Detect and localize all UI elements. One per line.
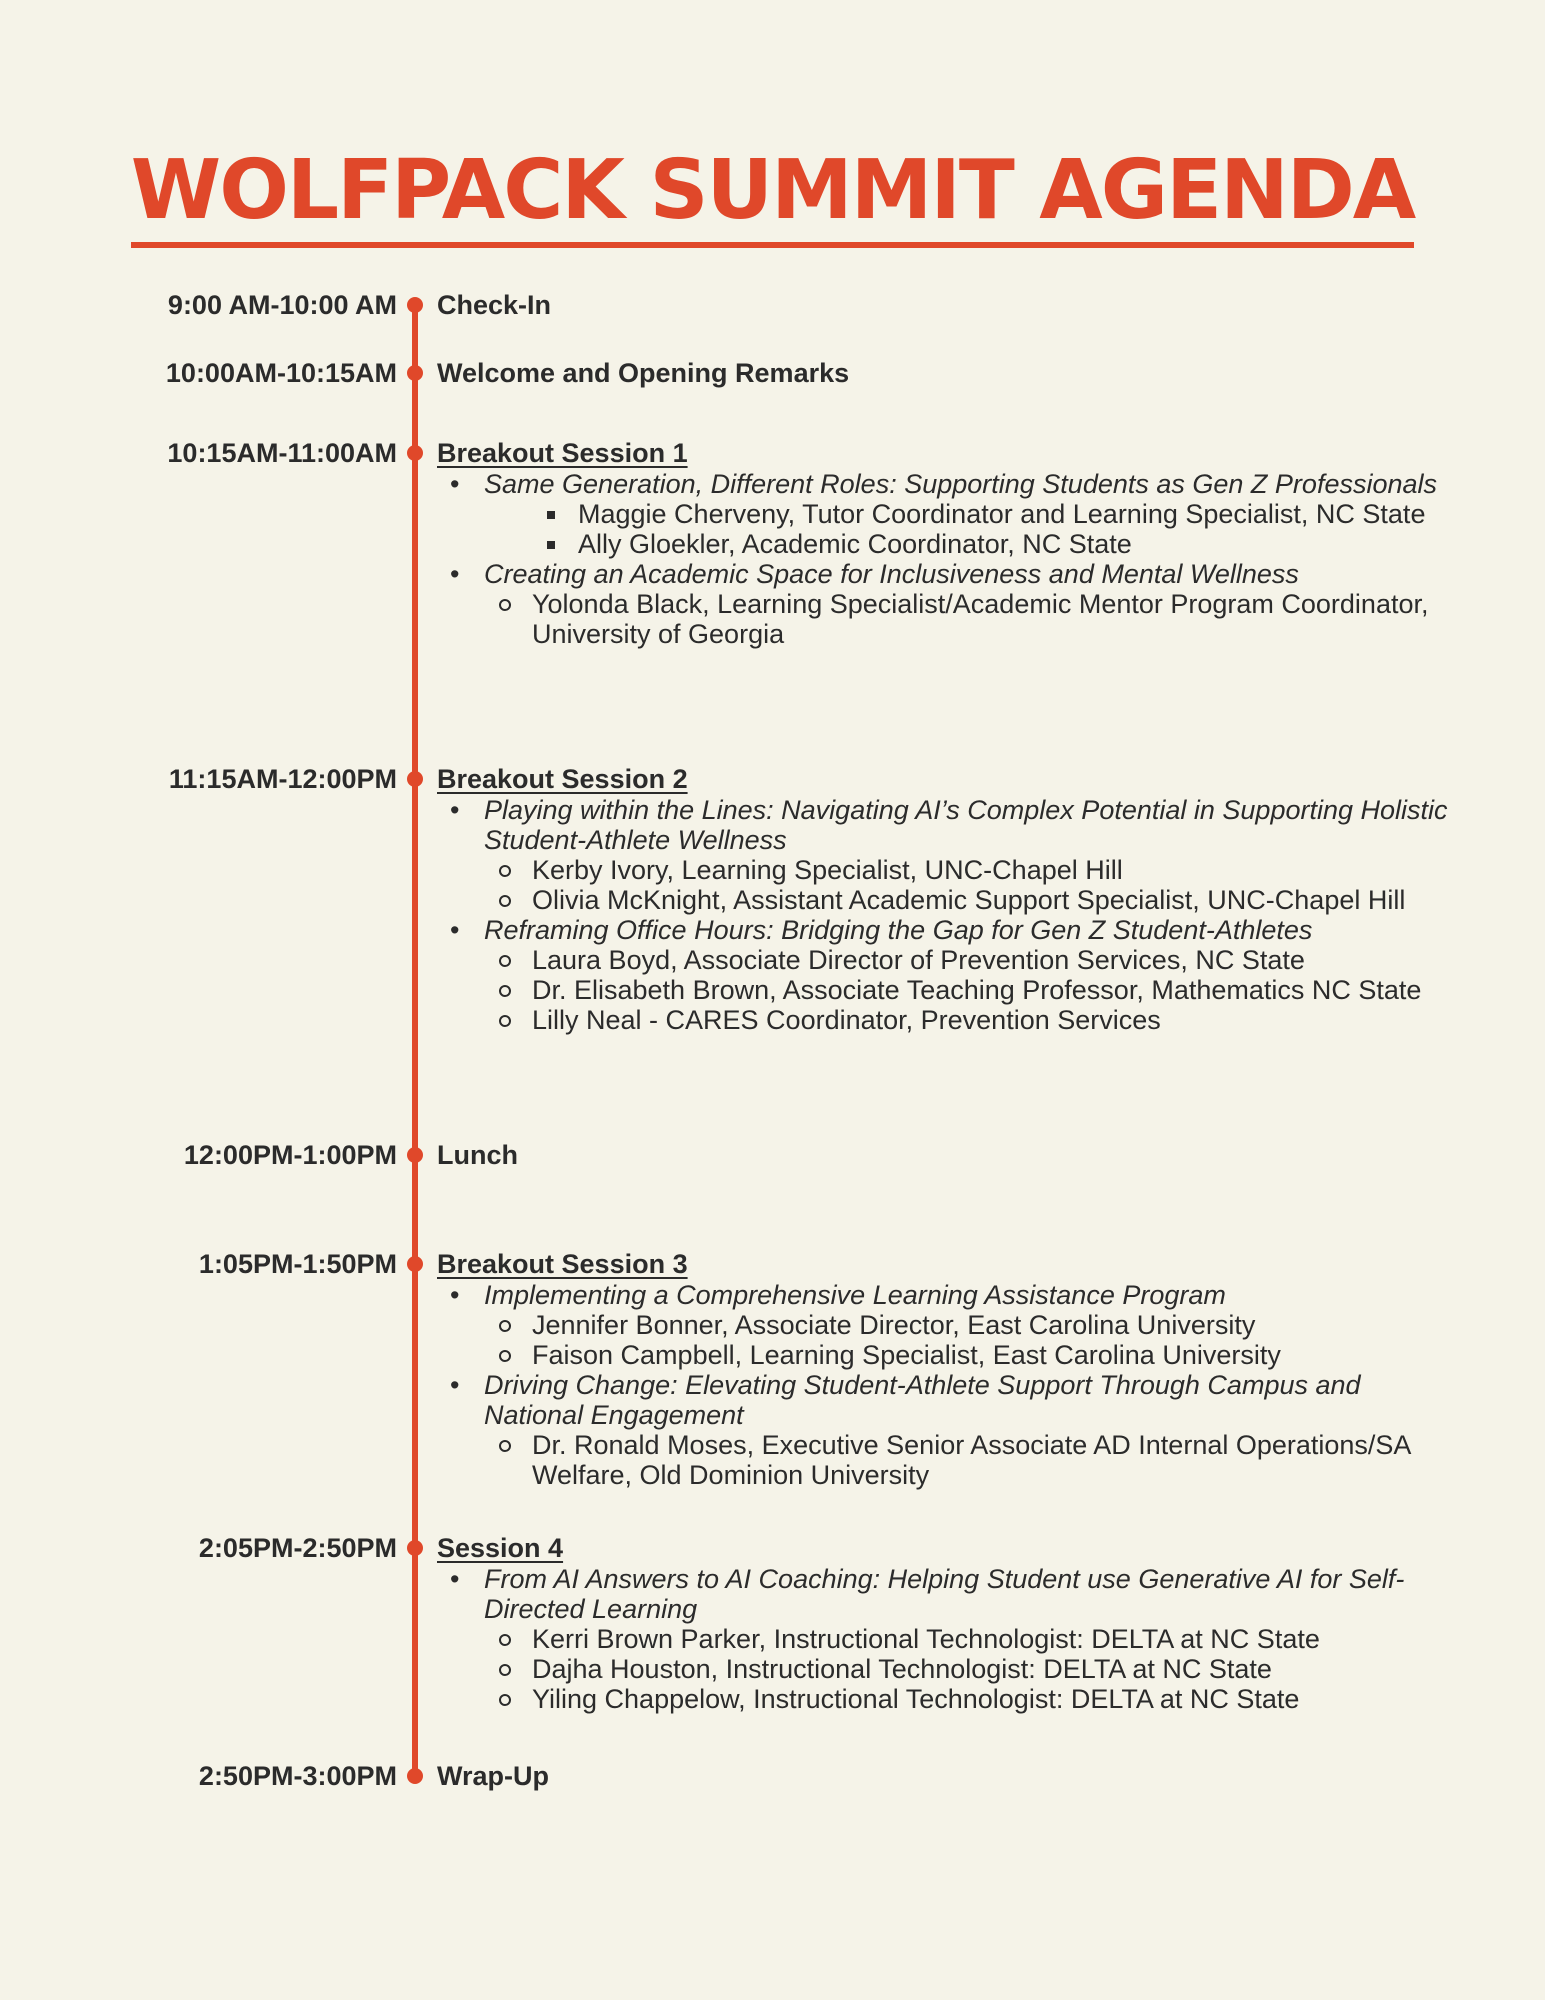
timeline-dot: [407, 1540, 423, 1556]
page-title: WOLFPACK SUMMIT AGENDA: [0, 150, 1545, 232]
agenda-content: [437, 437, 1457, 649]
agenda-time: 10:15AM-11:00AM: [167, 438, 397, 468]
speaker-item: Dr. Elisabeth Brown, Associate Teaching Professor, Mathematics NC State: [437, 975, 1457, 1005]
timeline-dot: [407, 1147, 423, 1163]
agenda-title: Welcome and Opening Remarks: [437, 358, 850, 388]
speaker-item: Olivia McKnight, Assistant Academic Support Specialist, UNC-Chapel Hill: [437, 885, 1457, 915]
session-title: Session 4: [437, 1533, 564, 1563]
agenda-time: 9:00 AM-10:00 AM: [167, 290, 397, 320]
talk-title: • Reframing Office Hours: Bridging the Gap for Gen Z Student-Athletes: [437, 915, 1457, 945]
session-title: Breakout Session 2: [437, 764, 688, 794]
session-title: Breakout Session 1: [437, 438, 688, 468]
agenda-content: [437, 1532, 1457, 1714]
talk-title: • Implementing a Comprehensive Learning Assistance Program: [437, 1280, 1457, 1310]
speaker-item: Faison Campbell, Learning Specialist, East Carolina University: [437, 1340, 1457, 1370]
speaker-item: Laura Boyd, Associate Director of Prevention Services, NC State: [437, 945, 1457, 975]
talk-title: • From AI Answers to AI Coaching: Helping Student use Generative AI for Self-Directed Learning: [437, 1564, 1457, 1624]
agenda-time: 10:00AM-10:15AM: [165, 358, 397, 388]
agenda-content: [437, 763, 1457, 1035]
talk-title: • Driving Change: Elevating Student-Athlete Support Through Campus and National Engagement: [437, 1370, 1457, 1430]
agenda-content: [437, 1248, 1457, 1490]
speaker-item: Dr. Ronald Moses, Executive Senior Associate AD Internal Operations/SA Welfare, Old Dominion University: [437, 1430, 1457, 1490]
speaker-item: Maggie Cherveny, Tutor Coordinator and Learning Specialist, NC State: [437, 499, 1457, 529]
speaker-item: Kerri Brown Parker, Instructional Technologist: DELTA at NC State: [437, 1624, 1457, 1654]
agenda-time: 2:05PM-2:50PM: [198, 1533, 397, 1563]
speaker-item: Kerby Ivory, Learning Specialist, UNC-Chapel Hill: [437, 855, 1457, 885]
agenda-title: Check-In: [437, 290, 552, 320]
talk-title: • Creating an Academic Space for Inclusiveness and Mental Wellness: [437, 559, 1457, 589]
agenda-time: 1:05PM-1:50PM: [198, 1249, 397, 1279]
agenda-content: [437, 1139, 1457, 1171]
timeline-dot: [407, 297, 423, 313]
talk-title: • Same Generation, Different Roles: Supporting Students as Gen Z Professionals: [437, 469, 1457, 499]
agenda-title: Lunch: [437, 1140, 518, 1170]
speaker-item: Jennifer Bonner, Associate Director, East Carolina University: [437, 1310, 1457, 1340]
speaker-item: Dajha Houston, Instructional Technologist: DELTA at NC State: [437, 1654, 1457, 1684]
agenda-content: [437, 1760, 1457, 1792]
speaker-item: Ally Gloekler, Academic Coordinator, NC State: [437, 529, 1457, 559]
timeline-line: [412, 300, 418, 1778]
agenda-time: 11:15AM-12:00PM: [168, 764, 397, 794]
agenda-time: 12:00PM-1:00PM: [183, 1140, 397, 1170]
speaker-item: Lilly Neal - CARES Coordinator, Prevention Services: [437, 1005, 1457, 1035]
timeline-dot: [407, 771, 423, 787]
timeline-dot: [407, 365, 423, 381]
agenda-title: Wrap-Up: [437, 1761, 549, 1791]
agenda-content: [437, 289, 1457, 321]
timeline-dot: [407, 445, 423, 461]
timeline-dot: [407, 1768, 423, 1784]
speaker-item: Yiling Chappelow, Instructional Technologist: DELTA at NC State: [437, 1684, 1457, 1714]
agenda-content: [437, 357, 1457, 389]
session-title: Breakout Session 3: [437, 1249, 688, 1279]
timeline-dot: [407, 1256, 423, 1272]
agenda-time: 2:50PM-3:00PM: [198, 1761, 397, 1791]
speaker-item: Yolonda Black, Learning Specialist/Academic Mentor Program Coordinator, University of Georgia: [437, 589, 1457, 649]
talk-title: • Playing within the Lines: Navigating AI’s Complex Potential in Supporting Holistic Student-Athlete Wellness: [437, 795, 1457, 855]
